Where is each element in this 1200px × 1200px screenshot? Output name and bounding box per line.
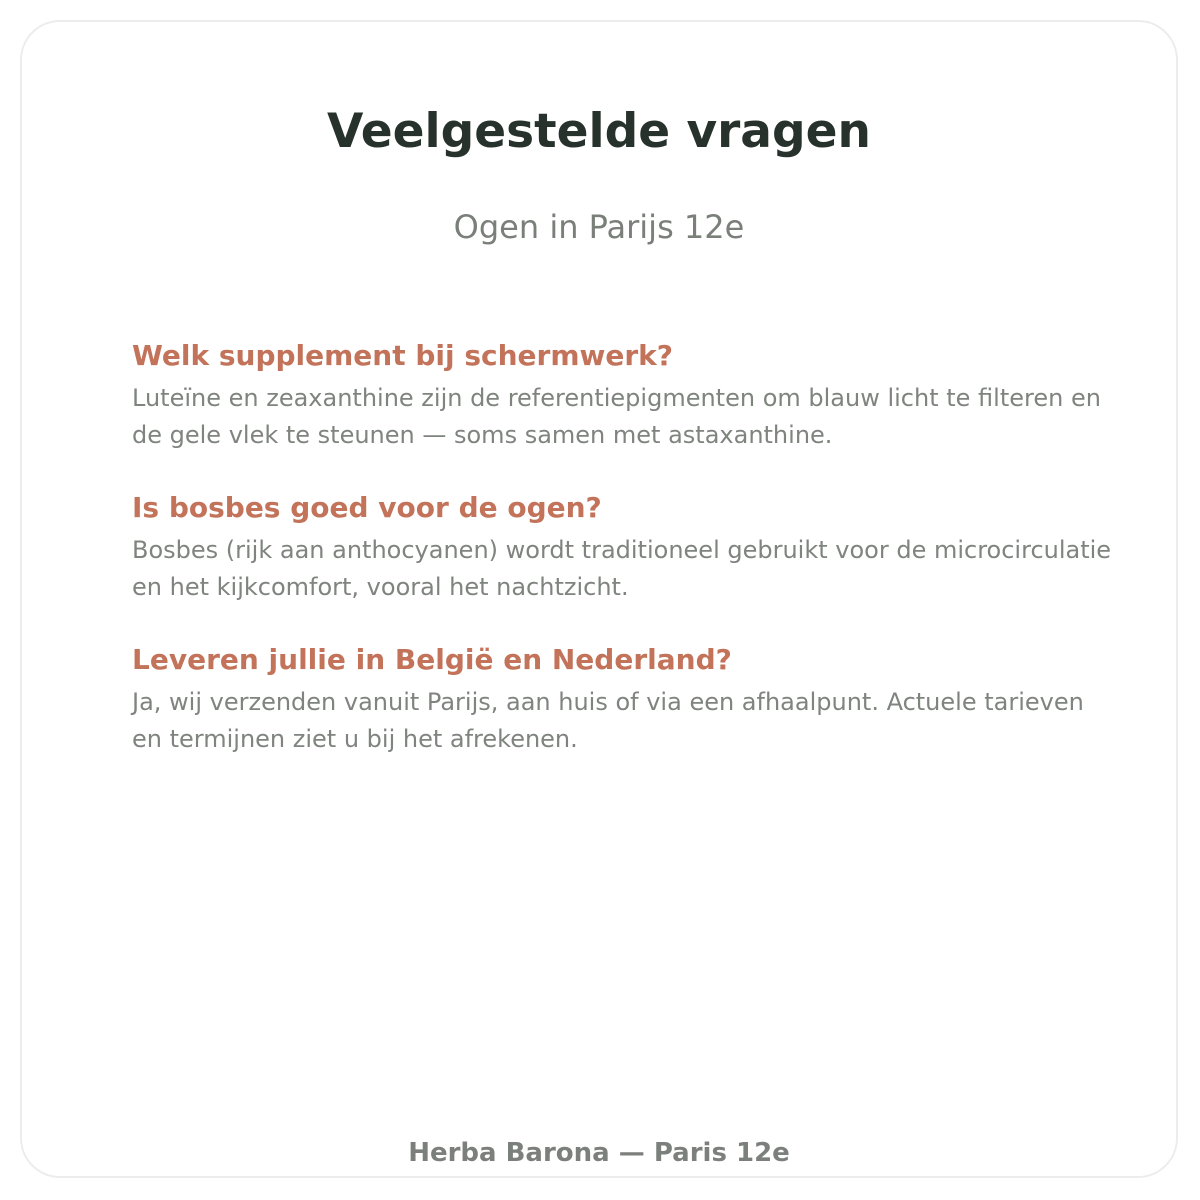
faq-answer: Luteïne en zeaxanthine zijn de referentiepigmenten om blauw licht te filteren en de gele vlek te steunen — soms samen met astaxanthine. [132, 384, 1101, 449]
faq-card [20, 20, 1178, 1178]
faq-list [132, 338, 1112, 794]
faq-question: Is bosbes goed voor de ogen? [132, 491, 602, 524]
faq-item [132, 338, 1112, 454]
faq-item [132, 642, 1112, 758]
page-subtitle: Ogen in Parijs 12e [453, 208, 745, 246]
footer-brand: Herba Barona — Paris 12e [408, 1138, 790, 1168]
faq-answer: Ja, wij verzenden vanuit Parijs, aan huis of via een afhaalpunt. Actuele tarieven en termijnen ziet u bij het afrekenen. [132, 688, 1084, 753]
faq-item [132, 490, 1112, 606]
page-title: Veelgestelde vragen [326, 104, 871, 159]
faq-question: Welk supplement bij schermwerk? [132, 339, 674, 372]
faq-question: Leveren jullie in België en Nederland? [132, 643, 732, 676]
faq-answer: Bosbes (rijk aan anthocyanen) wordt traditioneel gebruikt voor de microcirculatie en het kijkcomfort, vooral het nachtzicht. [132, 536, 1112, 601]
